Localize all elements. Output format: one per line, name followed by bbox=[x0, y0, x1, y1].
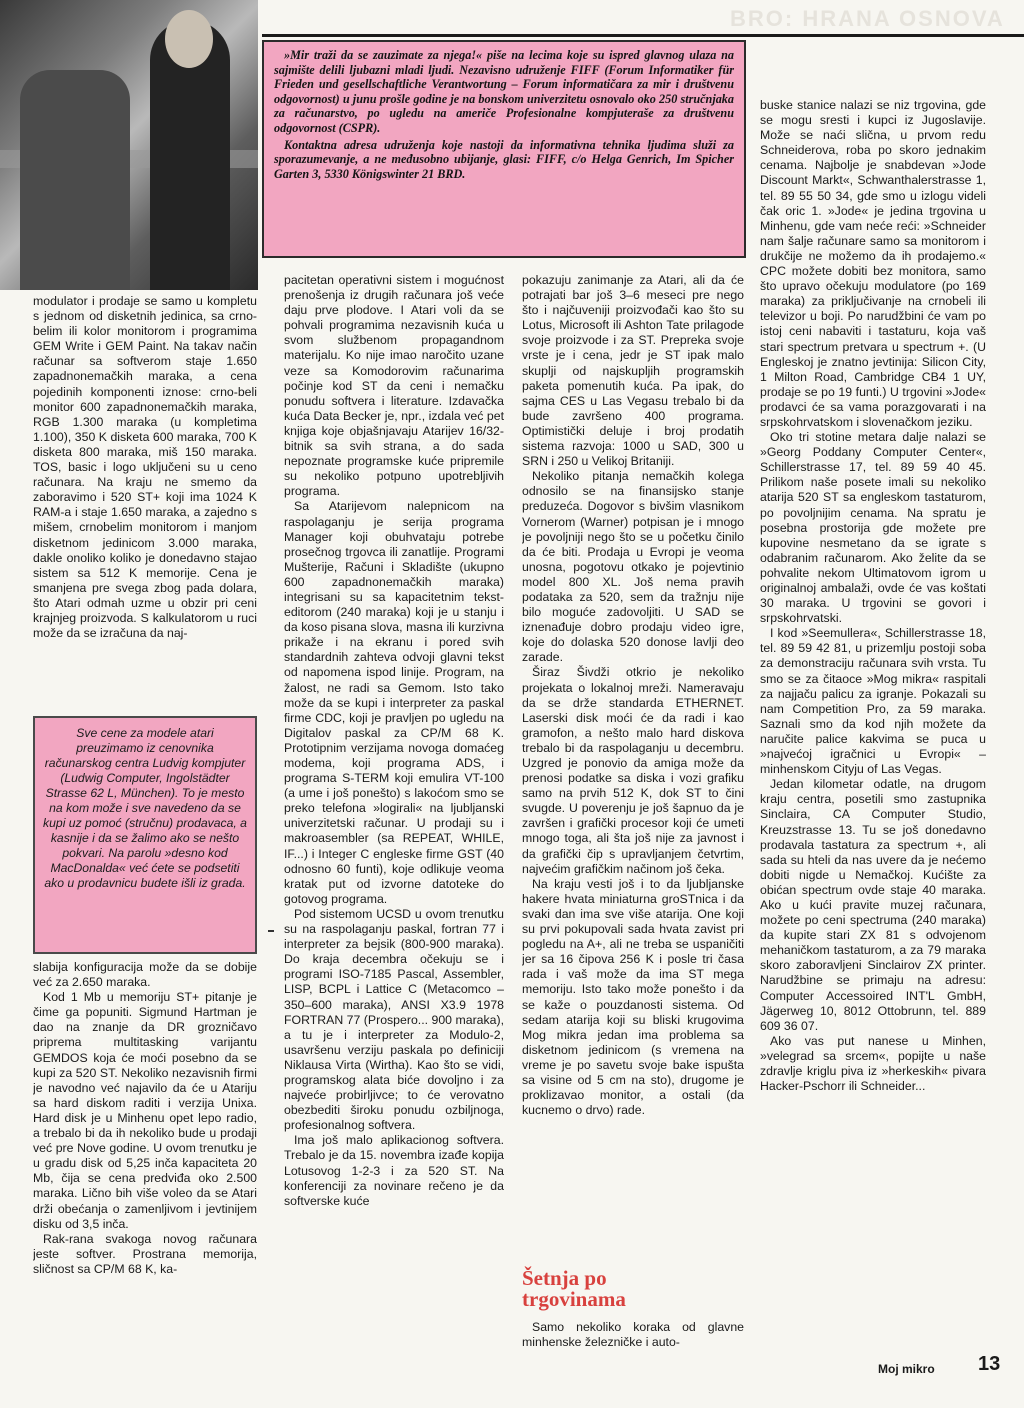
column-1-bottom bbox=[33, 960, 257, 1330]
col4-paragraph-3: I kod »Seemullera«, Schillerstrasse 18, tel. 89 59 42 81, u prizemlju postoji soba za demonstraciju računara svih vrsta. Tu smo se za čitaoce »Mog mikra« raspitali za najjaču palicu za igranje. Pokazali su nam Competition Pro, za 59 maraka. Saznali smo da kod njih možete da naručite palice kakvima se puca u »najvećoj igračnici u Evropi« – minhenskom Cityju of Las Vegas. bbox=[760, 626, 986, 777]
trade-fair-photo bbox=[0, 0, 258, 290]
col3-paragraph-3: Širaz Šivdži otkrio je nekoliko projekata o lokalnoj mreži. Nameravaju da se drže standarda ETHERNET. Laserski disk moći će da radi i kao gramofon, a nešto malo hard diskova trebalo bi da raspolaganju u decembru. Uzgred je ponovio da amiga može da prenosi podatke sa diska i vozi grafiku samo na prvih 512 K, dok ST to čini svugde. U poverenju je još šapnuo da je završen i grafički procesor koji će umeti mnogo toga, ali šta još nije za javnost i da grafički čip s upravljanjem četvrtim, najvećim grafičkim načinom još čeka. bbox=[522, 665, 744, 876]
column-separator-mark bbox=[268, 930, 274, 932]
magazine-name: Moj mikro bbox=[878, 1362, 935, 1376]
col2-paragraph-2: Sa Atarijevom nalepnicom na raspolaganju je serija programa Manager koji obuhvataju potrebe prosečnog trgovca ili zanatlije. Programi Mušterije, Računi i Skladište (ukupno 600 zapadnonemačkih maraka) integrisani su sa kapacitetnim tekst-editorom (240 maraka) koji je u stanju i da koso pisana slova, masna ili kurzivna prikaže i na ekranu i pored svih standardnih zahteva odvoji glavni tekst od napomena ispod linije. Program, na žalost, ne radi sa Gemom. Isto tako može da se kupi i interpreter za paskal firme CDC, koji je pravljen po ugledu na Digitalov paskal za CP/M 68 K. Prototipnim verzijama novoga domaćeg modema, koji programa ADS, i programa S-TERM koji emulira VT-100 (a ume i još ponešto) s lakoćom smo se preko telefona »logirali« na ljubljanski univerzitetski računar. U prodaji su i makroasembler (sa REPEAT, WHILE, IF...) i Integer C engleske firme GST (40 odnosno 60 funti), koje odlikuje veoma kratak put od izvorne datoteke do gotovog programa. bbox=[284, 499, 504, 906]
col3-paragraph-2: Nekoliko pitanja nemačkih kolega odnosilo se na finansijsko stanje preduzeća. Dogovor s bivšim vlasnikom Vornerom (Warner) potpisan je i mnogo je povoljniji nego što se u početku činilo da će biti. Prodaja u Evropi je veoma unosna, pogotovu otkako je pojevtinio model 800 XL. Još nema pravih podataka za 520, sem da tražnju nije bilo moguće zadovoljiti. U SAD se iznenađuje dobro prodaju video igre, koje do dolaska 520 donose lavlji deo zarade. bbox=[522, 469, 744, 665]
col2-paragraph-1: pacitetan operativni sistem i mogućnost prenošenja iz drugih računara još veće daju prve plodove. I Atari voli da se pohvali programima nezavisnih kuća u svom službenom propagandnom materijalu. Ko nije imao naročito uzane veze sa Komodorovim računarima počinje kod ST da ceni i nemačku ponudu softvera i literature. Izdavačka kuća Data Becker je, npr., izdala već pet knjiga koje objašnjavaju Atarijev 16/32-bitnik sa svih strana, a do sada nepoznate programske kuće pripremile su nekoliko potpuno upotrebljivih programa. bbox=[284, 273, 504, 499]
price-note-box bbox=[33, 716, 257, 954]
subheading-line-1: Šetnja po bbox=[522, 1266, 607, 1290]
photo-person-right-head bbox=[165, 10, 213, 68]
col4-paragraph-4: Jedan kilometar odatle, na drugom kraju centra, posetili smo zastupnika Sinclaira, CA Computer Studio, Kreuzstrasse 13. Tu se još donedavno prodavala tastatura za spectrum +, ali sada su hteli da nas uvere da je nećemo dobiti nigde u Nemačkoj. Kućište za obićan spectrum ovde staje 40 maraka. Ako u kući pravite muzej računara, možete po ceni spectruma (240 maraka) da kupite stari ZX 81 s odvojenom mehaničkom tastaturom, a za 79 maraka skoro zaboravljeni Sinclairov ZX printer. Narudžbine se primaju na adresu: Computer Accessoired INT'L GmbH, Jägerweg 10, 8012 Ottobrunn, tel. 889 609 36 07. bbox=[760, 777, 986, 1033]
col4-paragraph-1: buske stanice nalazi se niz trgovina, gde se mogu sresti i kupci iz Jugoslavije. Može se naći slična, u prvom redu Schneiderova, roba po skoro jednakim cenama. Najbolje je snabdevan »Jode Discount Markt«, Schwanthalerstrasse 1, tel. 89 55 50 34, gde smo u izlogu videli čak oric 1. »Jode« je jedina trgovina u Minhenu, gde vam neće reći: »Schneider nam šalje računare samo sa monitorom i drukčije ne možemo da ih prodajemo.« CPC možete dobiti bez monitora, samo što upravo očekuju modulatore (po 169 maraka) za priključivanje na crnobeli ili televizor u boji. Po narudžbini će vam po istoj ceni nabaviti i tastaturu, koja vaš stari spectrum pretvara u spectrum +. (U Engleskoj je znatno jevtinija: Silicon City, 1 Milton Road, Cambridge CB4 1 UY, prodaje se po 19 funti.) U trgovini »Jode« prodavci će sa vama porazgovarati i na srpskohrvatskom i slovenačkom jeziku. bbox=[760, 98, 986, 429]
fiff-info-box bbox=[262, 40, 746, 258]
header-rule bbox=[262, 34, 1024, 37]
column-3-bottom bbox=[522, 1320, 744, 1364]
col1b-paragraph-2: Kod 1 Mb u memoriju ST+ pitanje je čime ga popuniti. Sigmund Hartman je dao na znanje da DR grozničavo priprema multitasking varijantu GEMDOS koja će moći posebno da se kupi za 520 ST. Nekoliko nezavisnih firmi je navodno već najavilo da će u Atariju sa hard diskom raditi i verzija Unixa. Hard disk je u Minhenu opet lepo radio, a trebalo bi da ih nekoliko bude u prodaji već pre Nove godine. U ovom trenutku je u gradu disk od 5,25 inča kapaciteta 20 Mb, čija se cena predviđa oko 2.500 maraka. Lično bih više voleo da se Atari drži obećanja o zamenljivom i jevtinijem disku od 3,5 inča. bbox=[33, 990, 257, 1231]
fiff-box-paragraph-2: Kontaktna adresa udruženja koje nastoji da informativna tehnika ljudima služi za sporazumevanje, a ne međusobno ubijanje, glasi: FIFF, c/o Helga Genrich, Im Spicher Garten 3, 5330 Königswinter 21 BRD. bbox=[274, 137, 734, 181]
col1a-paragraph-1: modulator i prodaje se samo u kompletu s jednom od disketnih jedinica, sa crno-belim ili kolor monitorom i programima GEM Write i GEM Paint. Na takav način računar sa softverom staje 1.650 zapadnonemačkih maraka, a cena pojedinih komponenti iznose: crno-beli monitor 600 zapadnonemačkih maraka, RGB 1.300 maraka (u kompletima 1.100), 350 K disketa 600 maraka, 700 K disketa 800 maraka, miš 150 maraka. TOS, basic i logo uključeni su u ceno računara. Na kraju ne smemo da zaboravimo i 520 ST+ koji ima 1024 K RAM-a i staje 1.650 maraka, a zajedno s mišem, crnobelim monitorom i manjom disketnom jedinicom 3.000 maraka, dakle onoliko koliko je donedavno stajao sistem sa 512 K memorije. Cena je smanjena pre svega zbog pada dolara, što Atari odmah uzme u obzir pri ceni krajnjeg proizvoda. S kalkulatorom u ruci može da se izračuna da naj- bbox=[33, 294, 257, 641]
fiff-box-paragraph-1: »Mir traži da se zauzimate za njega!« piše na lecima koje su ispred glavnog ulaza na sajmište delili ljubazni mladi ljudi. Nezavisno udruženje FIFF (Forum Informatiker für Frieden und gesellschaftliche Verantwortung – Forum informatičara za mir i društvenu odgovornost) u junu prošle godine je na bonskom univerzitetu osnovalo oko 250 stručnjaka za računarstvo, po ugledu na američe Profesionalne kompjuteraše za društvenu odgovornost (CSPR). bbox=[274, 48, 734, 135]
photo-person-left bbox=[20, 70, 130, 290]
column-1-top bbox=[33, 294, 257, 704]
col4-paragraph-5: Ako vas put nanese u Minhen, »velegrad sa srcem«, popijte u naše zdravlje kriglu piva iz »herkeskih« pivara Hacker-Pschorr ili Schneider... bbox=[760, 1033, 986, 1094]
faded-section-title: BRO: HRANA OSNOVA bbox=[730, 6, 1005, 31]
page-number: 13 bbox=[978, 1353, 1001, 1375]
col3-paragraph-4: Na kraju vesti još i to da ljubljanske hakere hvata miniaturna groSTnica i da svaki dan ima sve više atarija. One koji su prvi pokupovali sada hvata zavist pri pogledu na A+, ali ne treba se uspaničiti jer sa 16 čipova 256 K i posle tri časa rada i vaš može da ima ST mega memoriju. Isto tako može ponešto i da se kaže o pouzdanosti sistema. Od sedam atarija koji su bliski krugovima Mog mikra jedan ima problema sa disketnom jedinicom (s vremena na vreme je po savetu svoje bake ispušta sa visine od 5 cm na sto), drugome je proklizavao monitor, a ostali (da kucnemo o drvo) rade. bbox=[522, 876, 744, 1118]
price-note-text: Sve cene za modele atari preuzimamo iz cenovnika računarskog centra Ludvig kompjuter (Ludwig Computer, Ingolstädter Strasse 62 L, München). To je mesto na kom može i sve navedeno da se kupi uz pomoć (stručnu) prodavaca, a kasnije i da se žalimo ako se nešto pokvari. Na parolu »desno kod MacDonalda« već ćete se podsetiti ako u prodavnicu budete išli iz grada. bbox=[43, 726, 247, 890]
col1b-paragraph-3: Rak-rana svakoga novog računara jeste softver. Prostrana memorija, sličnost sa CP/M 68 K, ka- bbox=[33, 1231, 257, 1276]
subheading-line-2: trgovinama bbox=[522, 1287, 626, 1311]
column-2 bbox=[284, 273, 504, 1363]
col2-paragraph-4: Ima još malo aplikacionog softvera. Trebalo je da 15. novembra izađe kopija Lotusovog 1-2-3 i za 520 ST. Na konferenciji za novinare rečeno je da softverske kuće bbox=[284, 1133, 504, 1208]
col2-paragraph-3: Pod sistemom UCSD u ovom trenutku su na raspolaganju paskal, fortran 77 i interpreter za bejsik (800-900 maraka). Do kraja decembra očekuju se i programi ISO-7185 Pascal, Assembler, LISP, BCPL i Lattice C (Metacomco – 350–600 maraka), ANSI X3.9 1978 FORTRAN 77 (Prospero... 900 maraka), a tu je i interpreter za Modulo-2, usavršenu verziju paskala po definiciji Niklausa Virta (Wirtha). Kao što se vidi, programskog alata biće dovoljno i za najveće probirljivce; to će verovatno obezbediti široku ponudu ozbiljnoga, profesionalnog softvera. bbox=[284, 906, 504, 1133]
col1b-paragraph-1: slabija konfiguracija može da se dobije već za 2.650 maraka. bbox=[33, 960, 257, 990]
col3b-paragraph-1: Samo nekoliko koraka od glavne minhenske železničke i auto- bbox=[522, 1320, 744, 1350]
column-4 bbox=[760, 98, 986, 1328]
section-subheading bbox=[522, 1268, 722, 1310]
col4-paragraph-2: Oko tri stotine metara dalje nalazi se »Georg Poddany Computer Center«, Schillerstrasse 17, tel. 89 59 40 45. Prilikom naše posete imali su nekoliko atarija 520 ST sa engleskom tastaturom, po povoljnijim cenama. Na spratu je posebna prostorija gde možete pre kupovine nesmetano da se igrate s odabranim računarom. Ako želite da se pohvalite nekom Ultimatovom igrom u originalnoj ambalaži, ovde će vas koštati 30 maraka. U trgovini se govori i srpskohrvatski. bbox=[760, 430, 986, 626]
column-3 bbox=[522, 273, 744, 1298]
col3-paragraph-1: pokazuju zanimanje za Atari, ali da će potrajati bar još 3–6 meseci pre nego što i najčuveniji proizvođači kao što su Lotus, Microsoft ili Ashton Tate prilagode svoje proizvode i za ST. Prepreka svoje vrste je i cena, jedr je ST ipak malo skuplji od najskupljih programskih paketa pomenutih kuća. Pa ipak, do sajma CES u Las Vegasu trebalo bi da bude završeno 400 programa. Optimistički deluje i broj prodatih sistema razvoja: 1000 u SAD, 300 u SRN i 250 u Velikoj Britaniji. bbox=[522, 273, 744, 469]
